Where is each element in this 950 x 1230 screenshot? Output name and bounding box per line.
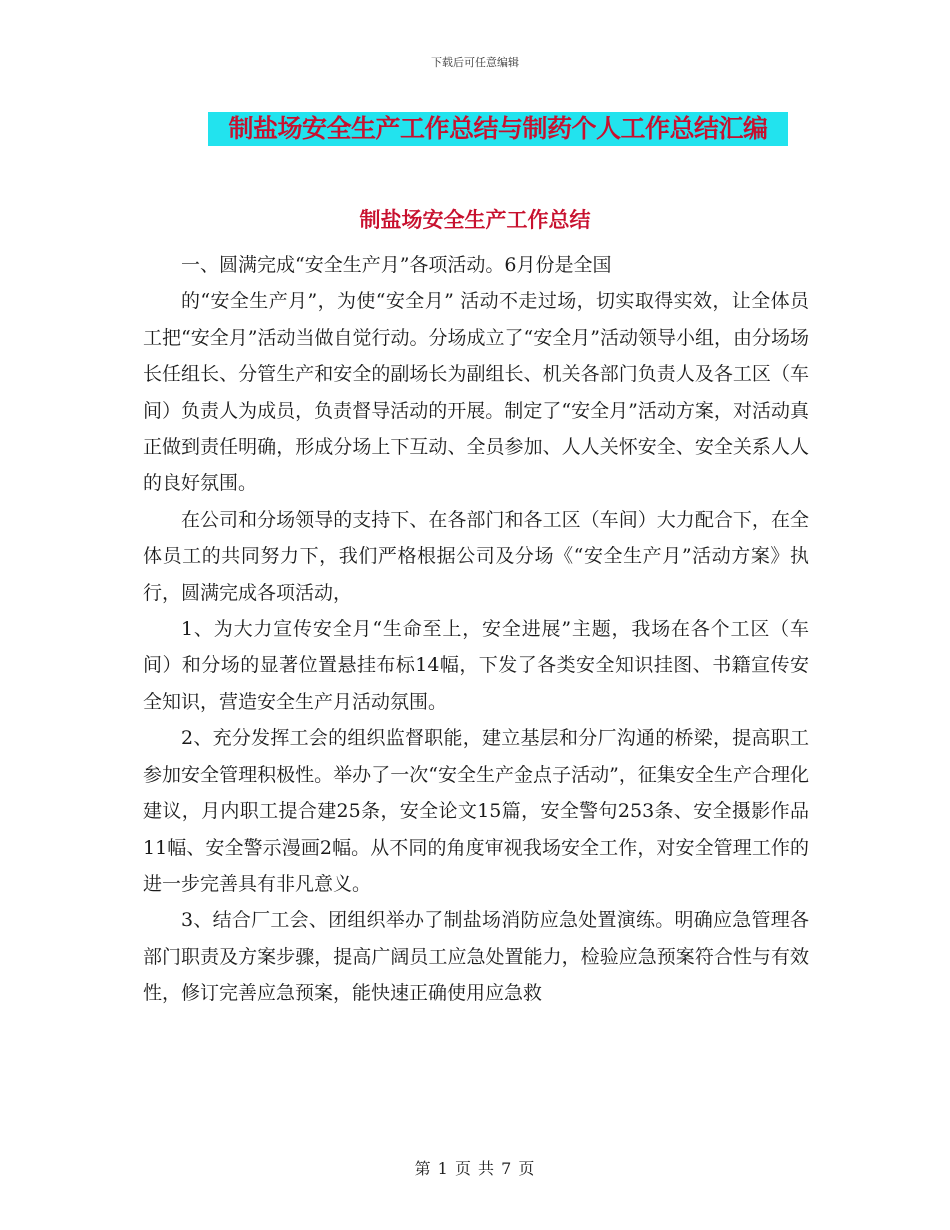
paragraph-5: 2、充分发挥工会的组织监督职能，建立基层和分厂沟通的桥梁，提高职工参加安全管理积极性。举办了一次“安全生产金点子活动”，征集安全生产合理化建议，月内职工提合建25条，安全论文15篇，安全警句253条、安全摄影作品11幅、安全警示漫画2幅。从不同的角度审视我场安全工作，对安全管理工作的进一步完善具有非凡意义。 — [143, 727, 809, 895]
paragraph-6: 3、结合厂工会、团组织举办了制盐场消防应急处置演练。明确应急管理各部门职责及方案步骤，提高广阔员工应急处置能力，检验应急预案符合性与有效性，修订完善应急预案，能快速正确使用应急救 — [143, 909, 809, 1005]
section-title: 制盐场安全生产工作总结 — [359, 208, 591, 232]
paragraph-3: 在公司和分场领导的支持下、在各部门和各工区（车间）大力配合下，在全体员工的共同努力下，我们严格根据公司及分场《“安全生产月”活动方案》执行，圆满完成各项活动， — [143, 508, 809, 604]
paragraph-2: 的“安全生产月”，为使“安全月” 活动不走过场，切实取得实效，让全体员工把“安全月”活动当做自觉行动。分场成立了“安全月”活动领导小组，由分场场长任组长、分管生产和安全的副场长为副组长、机关各部门负责人及各工区（车间）负责人为成员，负责督导活动的开展。制定了“安全月”活动方案，对活动真正做到责任明确，形成分场上下互动、全员参加、人人关怀安全、安全关系人人的良好氛围。 — [143, 290, 809, 495]
paragraph-1: 一、圆满完成“安全生产月”各项活动。6月份是全国 — [181, 254, 612, 276]
document-body — [143, 247, 809, 1012]
paragraph-4: 1、为大力宣传安全月“生命至上，安全进展”主题，我场在各个工区（车间）和分场的显著位置悬挂布标14幅，下发了各类安全知识挂图、书籍宣传安全知识，营造安全生产月活动氛围。 — [143, 618, 809, 713]
page-footer: 第 1 页 共 7 页 — [414, 1159, 536, 1178]
page-header-note: 下载后可任意编辑 — [431, 56, 519, 69]
document-title: 制盐场安全生产工作总结与制药个人工作总结汇编 — [208, 112, 788, 146]
